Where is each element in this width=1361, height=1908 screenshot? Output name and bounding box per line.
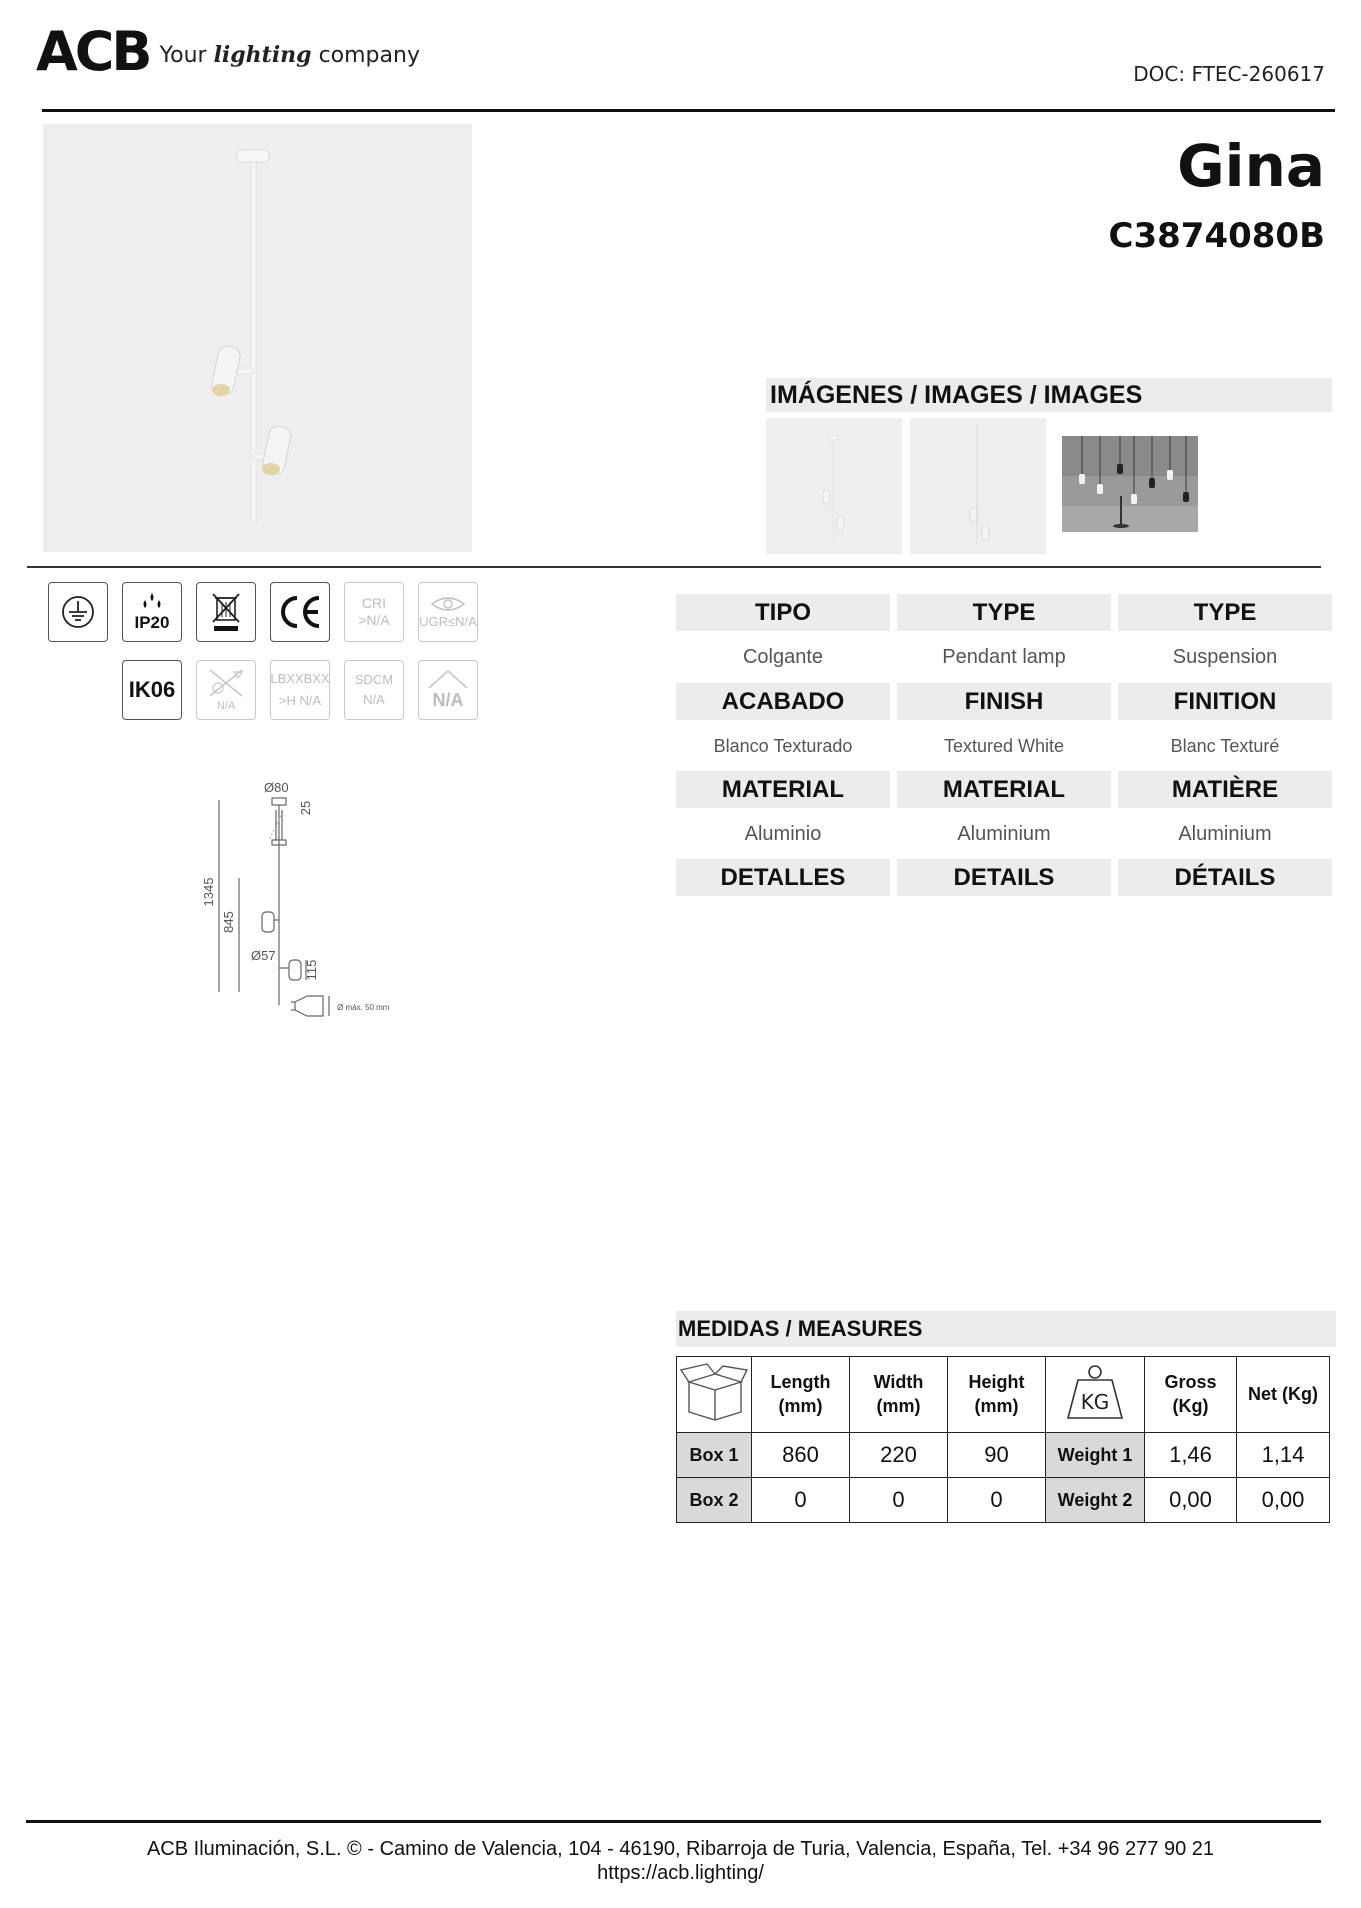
measures-table [676, 1356, 1330, 1523]
lbx-label-1: LBXXBXX [270, 671, 330, 687]
ik-rating-label: IK06 [128, 677, 176, 702]
lbx-icon [270, 660, 330, 720]
glow-wire-label: N/A [216, 700, 236, 713]
ugr-label: UGR≤N/A [419, 614, 477, 630]
box-1-length: 860 [752, 1433, 850, 1478]
earth-ground-icon [48, 582, 108, 642]
product-thumbnail-2[interactable] [910, 418, 1046, 554]
box-1-net: 1,14 [1237, 1433, 1330, 1478]
ip-rating-icon [122, 582, 182, 642]
weee-bin-icon [196, 582, 256, 642]
prop-header-material-en: MATERIAL [897, 771, 1111, 808]
ce-symbol-icon [275, 592, 325, 632]
ik-rating-icon [122, 660, 182, 720]
images-section-title: IMÁGENES / IMAGES / IMAGES [766, 378, 1332, 412]
dim-lower-height: 845 [221, 911, 236, 933]
footer-address: ACB Iluminación, S.L. © - Camino de Valencia, 104 - 46190, Ribarroja de Turia, Valencia, España, Tel. +34 96 277 90 21 [146, 1838, 1215, 1860]
dim-canopy-height: 25 [298, 800, 313, 816]
ugr-icon [418, 582, 478, 642]
package-box-icon [679, 1360, 749, 1424]
box-2-label: Box 2 [677, 1478, 752, 1523]
product-thumbnail-1[interactable] [766, 418, 902, 554]
beam-angle-label: N/A [432, 690, 464, 711]
box-2-height: 0 [948, 1478, 1046, 1523]
product-name: Gina [1177, 132, 1325, 200]
beam-angle-icon [418, 660, 478, 720]
prop-value-material-es: Aluminio [744, 823, 822, 845]
net-header: Net (Kg) [1237, 1357, 1330, 1433]
prop-value-material-en: Aluminium [957, 823, 1051, 845]
ground-symbol-icon [58, 592, 98, 632]
prop-value-tipo: Colgante [742, 646, 824, 668]
thumbnail-3-ambient-photo [1062, 436, 1198, 532]
dim-spot-height: 115 [304, 959, 319, 981]
glow-wire-icon [196, 660, 256, 720]
weight-1-label: Weight 1 [1046, 1433, 1145, 1478]
technical-drawing [195, 770, 415, 1030]
cri-icon [344, 582, 404, 642]
box-2-net: 0,00 [1237, 1478, 1330, 1523]
weight-2-label: Weight 2 [1046, 1478, 1145, 1523]
section-divider [27, 566, 1321, 568]
footer-divider [26, 1820, 1321, 1823]
beam-cone-icon [425, 668, 471, 690]
tagline-pre: Your [159, 43, 207, 68]
prop-header-details-fr: DÉTAILS [1118, 859, 1332, 896]
footer-website-link[interactable]: https://acb.lighting/ [597, 1862, 764, 1884]
glow-wire-crossed-icon [204, 666, 248, 700]
sdcm-label-2: N/A [363, 692, 385, 707]
product-main-photo [43, 124, 472, 552]
dim-total-height: 1345 [201, 877, 216, 907]
measures-header-row [677, 1357, 1330, 1433]
prop-header-details: DETAILS [897, 859, 1111, 896]
width-header: Width (mm) [850, 1357, 948, 1433]
prop-value-finish: Textured White [943, 736, 1065, 756]
prop-header-acabado: ACABADO [676, 683, 890, 720]
bulb-note: Ø máx. 50 mm [337, 1003, 390, 1012]
pendant-lamp-illustration [43, 124, 472, 552]
document-code: DOC: FTEC-260617 [1133, 62, 1325, 86]
brand-logo [36, 22, 420, 82]
cri-label: CRI >N/A [358, 595, 390, 628]
thumbnail-1-illustration [766, 418, 902, 554]
crossed-bin-icon [206, 590, 246, 634]
box-2-length: 0 [752, 1478, 850, 1523]
box-2-width: 0 [850, 1478, 948, 1523]
brand-tagline [160, 42, 420, 68]
sdcm-icon [344, 660, 404, 720]
tagline-post: company [318, 43, 420, 68]
weight-kg-icon [1058, 1360, 1132, 1424]
prop-value-type-en: Pendant lamp [942, 646, 1066, 668]
prop-header-type-fr: TYPE [1118, 594, 1332, 631]
prop-header-matiere: MATIÈRE [1118, 771, 1332, 808]
gross-header: Gross (Kg) [1145, 1357, 1237, 1433]
height-header: Height (mm) [948, 1357, 1046, 1433]
header-divider [42, 109, 1335, 112]
thumbnail-2-illustration [910, 418, 1046, 554]
prop-value-finition: Blanc Texturé [1170, 736, 1280, 756]
tagline-em: lighting [213, 42, 312, 68]
prop-header-finish: FINISH [897, 683, 1111, 720]
weight-kg-label: KG [1080, 1389, 1110, 1414]
box-1-gross: 1,46 [1145, 1433, 1237, 1478]
box-1-label: Box 1 [677, 1433, 752, 1478]
prop-header-material-es: MATERIAL [676, 771, 890, 808]
prop-header-type-en: TYPE [897, 594, 1111, 631]
measures-row-box-1 [677, 1433, 1330, 1478]
dim-ceiling-diameter: Ø80 [264, 780, 289, 795]
measures-row-box-2 [677, 1478, 1330, 1523]
prop-value-acabado: Blanco Texturado [713, 736, 853, 756]
length-header: Length (mm) [752, 1357, 850, 1433]
product-thumbnail-3[interactable] [1062, 436, 1198, 532]
ce-mark-icon [270, 582, 330, 642]
dim-spot-diameter: Ø57 [251, 948, 276, 963]
box-1-height: 90 [948, 1433, 1046, 1478]
box-1-width: 220 [850, 1433, 948, 1478]
prop-value-type-fr: Suspension [1172, 646, 1278, 668]
prop-header-tipo: TIPO [676, 594, 890, 631]
sdcm-label-1: SDCM [354, 672, 394, 688]
prop-header-detalles: DETALLES [676, 859, 890, 896]
prop-value-matiere: Aluminium [1178, 823, 1272, 845]
lbx-label-2: >H N/A [278, 693, 322, 708]
kg-header-cell [1046, 1357, 1145, 1433]
ip-rating-label: IP20 [134, 613, 170, 632]
eye-icon [429, 594, 467, 614]
brand-mark: ACB [36, 20, 150, 83]
box-2-gross: 0,00 [1145, 1478, 1237, 1523]
measures-title: MEDIDAS / MEASURES [676, 1311, 1336, 1347]
box-header-cell [677, 1357, 752, 1433]
water-drops-icon [138, 591, 166, 613]
prop-header-finition: FINITION [1118, 683, 1332, 720]
product-code: C3874080B [1108, 216, 1325, 256]
